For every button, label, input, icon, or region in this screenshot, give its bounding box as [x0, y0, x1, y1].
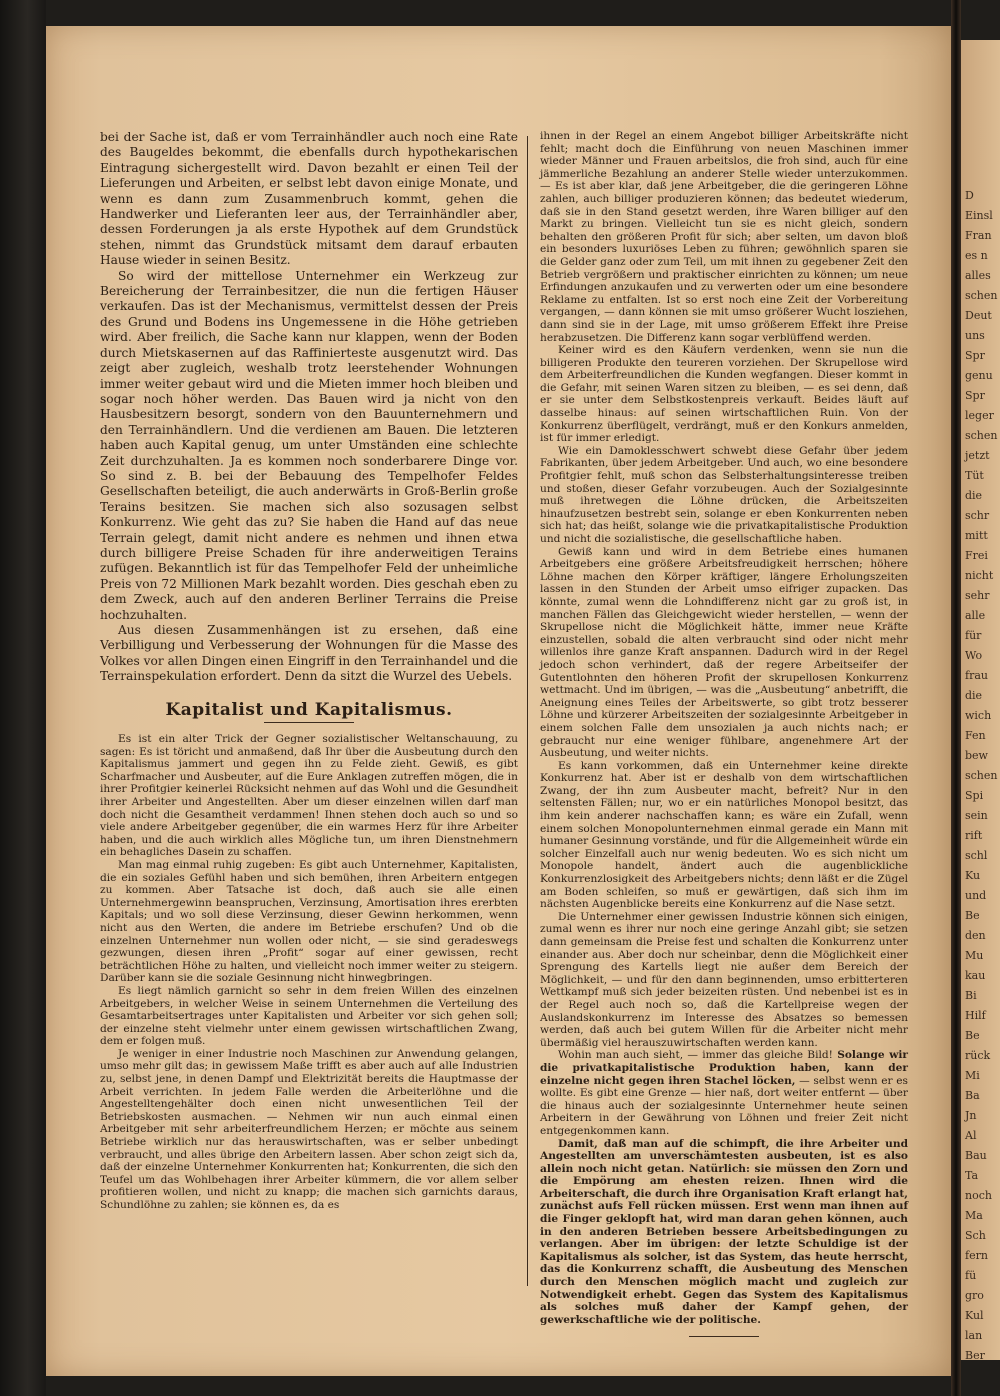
next-page-fragment: Ku — [965, 869, 981, 882]
next-page-fragment: rück — [965, 1049, 991, 1062]
emphasis-tail: — selbst wenn er es wollte. Es gibt eine Grenze — hier naß, dort weiter entfernt — über die hinaus auch der sozialgesinnte Unternehmer heute seinen Arbeitern in der Gewährung von Löhnen und freier Zeit nicht entgegenkommen kann. — [540, 1074, 908, 1137]
next-page-fragment: Kul — [965, 1309, 984, 1322]
next-page-fragment: für — [965, 629, 982, 642]
next-page-fragment: nicht — [965, 569, 994, 582]
paragraph: Keiner wird es den Käufern verdenken, wenn sie nun die billigeren Produkte den teureren vorziehen. Der Skrupellose wird dem Arbeiterfreundlichen die Kunden wegfangen. Dieser kommt in die Gefahr, mit seinen Waren sitzen zu bleiben, — es sei denn, daß er sie unter dem Selbstkostenpreis verkauft. Beides läuft auf dasselbe hinaus: auf seinen wirtschaftlichen Ruin. Von der Konkurrenz überflügelt, verdrängt, muß er den Konkurs anmelden, ist für immer erledigt. — [540, 344, 908, 445]
next-page-fragment: Mu — [965, 949, 984, 962]
next-page-fragment: Mi — [965, 1069, 980, 1082]
next-page-fragment: Be — [965, 1029, 980, 1042]
heading-divider — [264, 722, 354, 723]
paragraph: Die Unternehmer einer gewissen Industrie können sich einigen, zumal wenn es ihrer nur noch eine geringe Anzahl gibt; sie setzen dann gemeinsam die Preise fest und schalten die Konkurrenz unter einander aus. Aber doch nur scheinbar, denn die Möglichkeit einer Sprengung des Kartells liegt nie außer dem Bereich der Möglichkeit, — und für den dann beginnenden, umso erbitterteren Wettkampf muß sich jeder beizeiten rüsten. Und nebenbei ist es in der Regel auch noch so, daß die Kartellpreise wegen der Auslandskonkurrenz im Interesse des Absatzes so bemessen werden, daß auch bei gutem Willen für die Arbeiter nicht mehr übermäßig viel herauszuwirtschaften werden kann. — [540, 910, 908, 1049]
article-heading: Kapitalist und Kapitalismus. — [165, 699, 453, 720]
paragraph: Es kann vorkommen, daß ein Unternehmer keine direkte Konkurrenz hat. Aber ist er deshalb von dem wirtschaftlichen Zwang, der ihn zum Ausbeuter macht, befreit? Nur in den seltensten Fällen; nur, wo er ein natürliches Monopol besitzt, das ihm kein anderer nachschaffen kann; es wäre ein Zufall, wenn einem solchen Monopolunternehmen einmal gerade ein Mann mit humaner Gesinnung vorstände, und für die Allgemeinheit würde ein solcher Einzelfall auch nur wenig bedeuten. Wo es sich nicht um Monopole handelt, ändert auch die augenblickliche Konkurrenzlosigkeit des Arbeitgebers nichts; denn läßt er die Zügel am Boden schleifen, so muß er gewärtigen, daß sich ihm im nächsten Augenblicke bereits eine Konkurrenz auf die Nase setzt. — [540, 759, 908, 911]
next-page-fragment: Wo — [965, 649, 983, 662]
next-page-fragment: sein — [965, 809, 988, 822]
next-page-fragment: schen — [965, 429, 998, 442]
paragraph: Es liegt nämlich garnicht so sehr in dem freien Willen des einzelnen Arbeitgebers, in welcher Weise in seinem Unternehmen die Verteilung des Gesamtarbeitsertrages unter Kapitalisten und Arbeiter vor sich gehen soll; der einzelne steht vielmehr unter einem gewissen wirtschaftlichen Zwang, dem er folgen muß. — [100, 984, 518, 1048]
next-page-fragment: rift — [965, 829, 983, 842]
paragraph: bei der Sache ist, daß er vom Terrainhändler auch noch eine Rate des Baugeldes bekommt, die ebenfalls durch hypothekarischen Eintragung sichergestellt wird. Davon bezahlt er einen Teil der Lieferungen und Arbeiten, er selbst lebt davon einige Monate, und wenn es dann zum Zusammenbruch kommt, gehen die Handwerker und Lieferanten leer aus, der Terrainhändler aber, dessen Forderungen ja als erste Hypothek auf dem Grundstück stehen, nimmt das Grundstück mitsamt dem darauf erbauten Hause wieder in seinen Besitz. — [100, 130, 518, 268]
closing-paragraph: Damit, daß man auf die schimpft, die ihre Arbeiter und Angestellten am unverschämtesten ausbeuten, ist es also allein noch nicht getan. Natürlich: sie müssen den Zorn und die Empörung am ehesten reizen. Ihnen wird die Arbeiterschaft, die durch ihre Organisation Kraft erlangt hat, zunächst aufs Fell rücken müssen. Erst wenn man ihnen auf die Finger geklopft hat, wird man daran gehen können, auch in den anderen Betrieben bessere Arbeitsbedingungen zu verlangen. Aber im übrigen: der letzte Schuldige ist der Kapitalismus als solcher, ist das System, das heute herrscht, das die Konkurrenz schafft, die Ausbeutung des Menschen durch den Menschen möglich macht und zugleich zur Notwendigkeit erhebt. Gegen das System des Kapitalismus als solches muß daher der Kampf gehen, der gewerkschaftliche wie der politische. — [540, 1137, 908, 1326]
next-page-fragment: Bau — [965, 1149, 987, 1162]
next-page-fragment: schl — [965, 849, 988, 862]
next-page-fragment: frau — [965, 669, 988, 682]
paragraph: Je weniger in einer Industrie noch Maschinen zur Anwendung gelangen, umso mehr gilt das; in gewissem Maße trifft es aber auch auf alle Industrien zu, selbst jene, in denen Dampf und Elektrizität bereits die Hauptmasse der Arbeit verrichten. In jedem Falle werden die Arbeiterlöhne und die Angestelltengehälter doch einen nicht unwesentlichen Teil der Betriebskosten ausmachen. — Nehmen wir nun auch einmal einen Arbeitgeber mit sehr arbeiterfreundlichem Herzen; er möchte aus seinem Betriebe wirklich nur das herauswirtschaften, was er selber unbedingt verbraucht, und alles übrige den Arbeitern lassen. Aber schon zeigt sich da, daß der einzelne Unternehmer Konkurrenten hat; Konkurrenten, die sich den Teufel um das Wohlbehagen ihrer Arbeiter kümmern, die vor allem selber profitieren wollen, und nicht zu knapp; die machen sich garnichts daraus, Schundlöhne zu zahlen; sie können es, da es — [100, 1047, 518, 1211]
next-page-fragment: schr — [965, 509, 990, 522]
paragraph: So wird der mittellose Unternehmer ein Werkzeug zur Bereicherung der Terrainbesitzer, die nun die fertigen Häuser verkaufen. Das ist der Mechanismus, vermittelst dessen der Preis des Grund und Bodens ins Ungemessene in die Höhe getrieben wird. Aber freilich, die Sache kann nur klappen, wenn der Boden durch Mietskasernen auf das Raffinierteste ausgenutzt wird. Das zeigt aber zugleich, weshalb trotz leerstehender Wohnungen immer weiter gebaut wird und die Mieten immer hoch bleiben und sogar noch höher werden. Das Bauen wird ja nicht von den Hausbesitzern besorgt, sondern von den Bauunternehmern und den Terrainhändlern. Und die verdienen am Bauen. Die letzteren haben auch Kapital genug, um unter Umständen eine schlechte Zeit durchzuhalten. Ja es kommen noch sonderbarere Dinge vor. So sind z. B. bei der Bebauung des Tempelhofer Feldes Gesellschaften beteiligt, die auch anderwärts in Groß-Berlin große Terains besitzen. Sie machen sich also sozusagen selbst Konkurrenz. Wie geht das zu? Sie haben die Hand auf das neue Terrain gelegt, damit nicht andere es nehmen und ihnen etwa durch billigere Preise Schaden für ihre anderweitigen Terains zufügen. Bekanntlich ist für das Tempelhofer Feld der unheimliche Preis von 72 Millionen Mark bezahlt worden. Dies geschah eben zu dem Zweck, auch auf den anderen Berliner Terrains die Preise hochzuhalten. — [100, 268, 518, 622]
next-page-fragment: Tüt — [965, 469, 984, 482]
next-page-fragment: Al — [965, 1129, 977, 1142]
next-page-fragment: D — [965, 189, 974, 202]
next-page-fragment: sehr — [965, 589, 990, 602]
emphasis-lead: Wohin man auch sieht, — immer das gleiche Bild! — [558, 1049, 838, 1062]
next-page-fragment: Spr — [965, 389, 985, 402]
next-page-fragment: es n — [965, 249, 988, 262]
next-page-fragment: die — [965, 689, 983, 702]
next-page-fragment: jetzt — [965, 449, 990, 462]
next-page-fragment: lan — [965, 1329, 983, 1342]
next-page-fragment: alles — [965, 269, 991, 282]
article-end-rule — [689, 1336, 759, 1337]
next-page-fragment: Frei — [965, 549, 988, 562]
next-page-fragment: kau — [965, 969, 986, 982]
next-page-fragment: Sch — [965, 1229, 986, 1242]
emphasis-bold: Solange wir die privatkapitalistische Produktion haben, kann der einzelne nicht gegen ihren Stachel löcken, — [540, 1049, 908, 1087]
paragraph: Gewiß kann und wird in dem Betriebe eines humanen Arbeitgebers eine größere Arbeitsfreudigkeit herrschen; höhere Löhne machen den Körper kräftiger, längere Erholungszeiten lassen in den Stunden der Arbeit umso eifriger zupacken. Das könnte, zumal wenn die Lohndifferenz nicht gar zu groß ist, in manchen Fällen das Gleichgewicht wieder herstellen, — wenn der Skrupellose nicht die Möglichkeit hätte, immer neue Kräfte einzustellen, sobald die alten verbraucht sind oder nicht mehr willenlos ihre ganze Kraft anspannen. Dadurch wird in der Regel jedoch schon verhindert, daß der regere Arbeitseifer der Gutentlohnten den höheren Profit der skrupellosen Konkurrenz wettmacht. Und im übrigen, — was die „Ausbeutung“ anbetrifft, die Aneignung eines Teiles der Arbeitswerte, so gibt trotz besserer Löhne und kürzerer Arbeitszeiten der sozialgesinnte Arbeitgeber in einem solchen Falle dem unsozialen ja auch nichts nach; er gebraucht nur eine weniger fühlbare, angenehmere Art der Ausbeutung, und weiter nichts. — [540, 545, 908, 760]
left-column — [100, 130, 518, 1212]
next-page-fragment: den — [965, 929, 986, 942]
next-page-fragment: bew — [965, 749, 988, 762]
next-page-fragment: Spr — [965, 349, 985, 362]
next-page-fragment: und — [965, 889, 987, 902]
next-page-fragment: Hilf — [965, 1009, 986, 1022]
next-page-fragment: genu — [965, 369, 993, 382]
page-gutter — [951, 0, 961, 1396]
next-page-fragment: Ba — [965, 1089, 980, 1102]
book-binding-edge — [0, 0, 46, 1396]
right-column — [540, 130, 908, 1337]
next-page-fragment: mitt — [965, 529, 988, 542]
next-page-fragment: leger — [965, 409, 994, 422]
next-page-fragment: fern — [965, 1249, 988, 1262]
next-page-fragment: die — [965, 489, 983, 502]
next-page-fragment: Ber — [965, 1349, 985, 1360]
paragraph-emphasis — [540, 1049, 908, 1137]
next-page-fragment: Einsl — [965, 209, 993, 222]
next-page-fragment: Spi — [965, 789, 984, 802]
paragraph: Es ist ein alter Trick der Gegner sozialistischer Weltanschauung, zu sagen: Es ist töricht und anmaßend, daß Ihr über die Ausbeutung durch den Kapitalismus jammert und gegen ihn zu Felde zieht. Gewiß, es gibt Scharfmacher und Ausbeuter, auf die Eure Anklagen zutreffen mögen, die in ihrer Profitgier keinerlei Rücksicht nehmen auf das Wohl und die Gesundheit ihrer Arbeiter und Angestellten. Aber um dieser einzelnen willen darf man doch nicht die Gesamtheit verdammen! Ihnen stehen doch auch so und so viele andere Arbeitgeber gegenüber, die ein warmes Herz für ihre Arbeiter haben, und die auch wirklich alles Mögliche tun, um ihren Dienstnehmern ein behagliches Dasein zu schaffen. — [100, 733, 518, 859]
next-page-fragment: wich — [965, 709, 992, 722]
next-page-fragment: Fran — [965, 229, 992, 242]
paragraph: Man mag einmal ruhig zugeben: Es gibt auch Unternehmer, Kapitalisten, die ein soziales Gefühl haben und sich bemühen, ihren Arbeitern entgegen zu kommen. Aber Tatsache ist doch, daß auch sie alle einen Unternehmergewinn beanspruchen, Verzinsung, Amortisation ihres ererbten Kapitals; und wo soll diese Verzinsung, dieser Gewinn herkommen, wenn nicht aus den Werten, die andere im Betriebe erschufen? Und ob die einzelnen Unternehmer nun wollen oder nicht, — sie sind geradeswegs gezwungen, diesen ihren „Profit“ sogar auf einer gewissen, recht beträchtlichen Höhe zu halten, und vielleicht noch immer weiter zu steigern. Darüber kann sie die soziale Gesinnung nicht hinwegbringen. — [100, 858, 518, 985]
paragraph: Aus diesen Zusammenhängen ist zu ersehen, daß eine Verbilligung und Verbesserung der Wohnungen für die Masse des Volkes vor allen Dingen einen Eingriff in den Terrainhandel und die Terrainspekulation erfordert. Denn da sitzt die Wurzel des Uebels. — [100, 623, 518, 684]
paragraph: Wie ein Damoklesschwert schwebt diese Gefahr über jedem Fabrikanten, über jedem Arbeitgeber. Und auch, wo eine besondere Profitgier fehlt, muß schon das Selbsterhaltungsinteresse treiben und stoßen, dieser Gefahr vorzubeugen. Auch der Sozialgesinnte muß ihretwegen die Löhne drücken, die Arbeitszeiten hinaufzusetzen bestrebt sein, solange er eben Konkurrenten neben sich hat; das heißt, solange wie die privatkapitalistische Produktion und nicht die sozialistische, die gesellschaftliche haben. — [540, 444, 908, 545]
next-page-fragment: alle — [965, 609, 986, 622]
next-page-fragment: Ma — [965, 1209, 983, 1222]
next-page-fragment: Be — [965, 909, 980, 922]
next-page-fragment: Ta — [965, 1169, 979, 1182]
paragraph: ihnen in der Regel an einem Angebot billiger Arbeitskräfte nicht fehlt; macht doch die Einführung von neuen Maschinen immer wieder Männer und Frauen arbeitslos, die froh sind, auch für eine jämmerliche Bezahlung an anderer Stelle wieder unterzukommen. — Es ist aber klar, daß jene Arbeitgeber, die die geringeren Löhne zahlen, auch billiger produzieren können; das bedeutet wiederum, daß sie in den Stand gesetzt werden, ihre Waren billiger auf den Markt zu bringen. Vielleicht tun sie es nicht gleich, sondern behalten den größeren Profit für sich; aber selten, um davon bloß ein besonders luxuriöses Leben zu führen; gewöhnlich sparen sie die Gelder ganz oder zum Teil, um mit ihnen zu gegebener Zeit den Betrieb vergrößern und praktischer einrichten zu können; um neue Erfindungen anzukaufen und zu verwerten oder um eine besondere Reklame zu entfalten. Ist so erst noch eine Zeit der Vorbereitung vergangen, — dann können sie mit umso größerer Wucht losziehen, dann sind sie in der Lage, mit umso größerem Effekt ihre Preise herabzusetzen. Die Differenz kann sogar verblüffend werden. — [540, 130, 908, 344]
next-page-fragment: Deut — [965, 309, 992, 322]
article-body — [100, 733, 518, 1212]
next-page-fragment: Fen — [965, 729, 986, 742]
next-page-fragment: fü — [965, 1269, 977, 1282]
column-divider — [527, 136, 528, 1286]
next-page-edge — [961, 40, 1000, 1360]
next-page-fragment: Bi — [965, 989, 977, 1002]
next-page-fragment: gro — [965, 1289, 984, 1302]
next-page-fragment: schen — [965, 289, 998, 302]
next-page-fragment: uns — [965, 329, 985, 342]
next-page-fragment: schen — [965, 769, 998, 782]
next-page-fragment: noch — [965, 1189, 992, 1202]
next-page-fragment: Jn — [965, 1109, 977, 1122]
